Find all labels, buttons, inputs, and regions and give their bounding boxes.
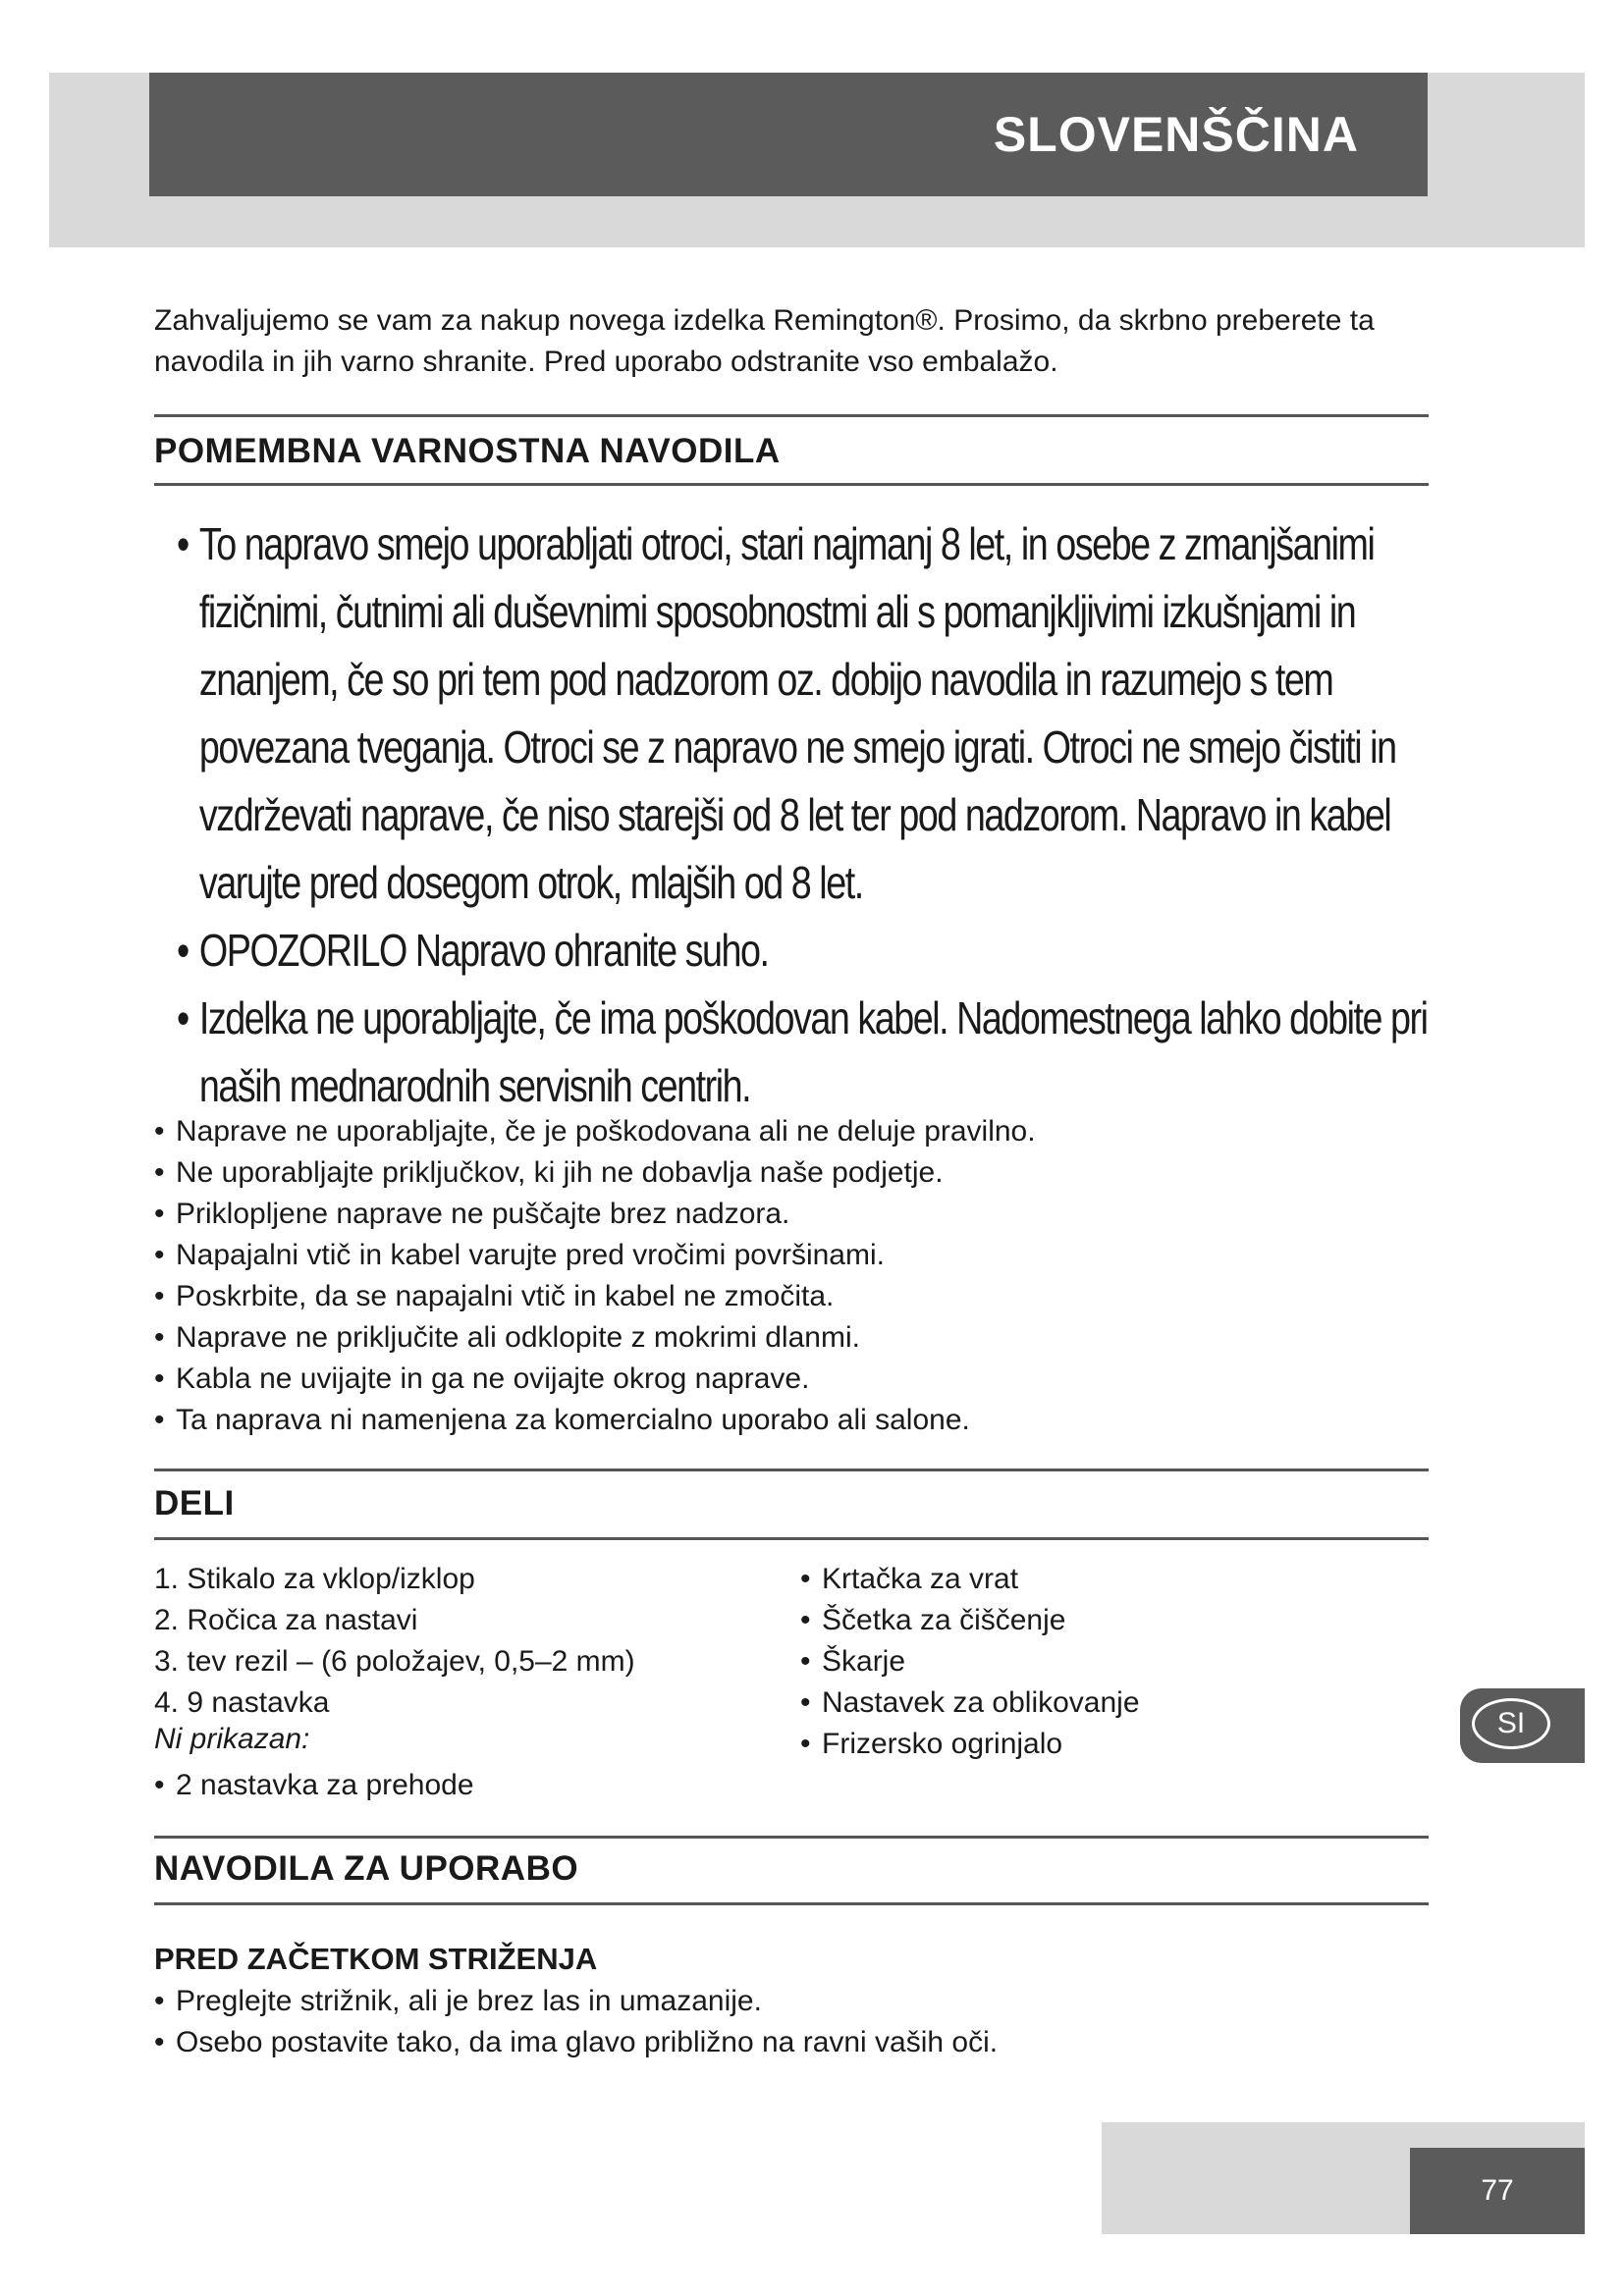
list-item: 3. tev rezil – (6 položajev, 0,5–2 mm): [154, 1645, 635, 1678]
language-badge: SI: [1472, 1698, 1550, 1749]
language-tab: [1460, 1688, 1585, 1763]
list-item: • OPOZORILO Napravo ohranite suho.: [154, 917, 1435, 985]
list-item: 4. 9 nastavka: [154, 1686, 330, 1719]
list-item: 1. Stikalo za vklop/izklop: [154, 1563, 475, 1595]
list-item: • Ščetka za čiščenje: [800, 1600, 1409, 1641]
usage-list: [154, 1981, 1431, 2063]
safety-heading: POMEMBNA VARNOSTNA NAVODILA: [154, 432, 781, 470]
list-item: • Preglejte strižnik, ali je brez las in umazanije.: [154, 1981, 1431, 2022]
list-item: • Izdelka ne uporabljajte, če ima poškodovan kabel. Nadomestnega lahko dobite pri naših mednarodnih servisnih centrih.: [154, 985, 1435, 1120]
list-item: • Krtačka za vrat: [800, 1559, 1409, 1600]
accessories-list: [800, 1559, 1409, 1765]
page-number-box: [1410, 2148, 1585, 2234]
safety-list: [154, 1111, 1431, 1441]
intro-paragraph: [154, 300, 1431, 383]
parts-numbered-list: [154, 1559, 783, 1724]
list-item: 2. Ročica za nastavi: [154, 1604, 418, 1636]
page-number: 77: [1481, 2174, 1514, 2207]
list-item: • Naprave ne uporabljajte, če je poškodovana ali ne deluje pravilno.: [154, 1111, 1431, 1152]
intro-line-2: navodila in jih varno shranite. Pred uporabo odstranite vso embalažo.: [154, 346, 1058, 378]
divider: [154, 414, 1429, 417]
list-item: • Škarje: [800, 1641, 1409, 1682]
parts-heading: DELI: [154, 1484, 235, 1522]
divider: [154, 1902, 1429, 1905]
list-item: • Osebo postavite tako, da ima glavo približno na ravni vaših oči.: [154, 2022, 1431, 2063]
divider: [154, 1537, 1429, 1540]
list-item: • Naprave ne priključite ali odklopite z mokrimi dlanmi.: [154, 1317, 1431, 1359]
list-item: • Ta naprava ni namenjena za komercialno uporabo ali salone.: [154, 1400, 1431, 1441]
usage-heading: NAVODILA ZA UPORABO: [154, 1849, 579, 1888]
divider: [154, 483, 1429, 486]
safety-main-list: [154, 510, 1435, 1120]
list-item: • Napajalni vtič in kabel varujte pred vročimi površinami.: [154, 1235, 1431, 1276]
list-item: • To napravo smejo uporabljati otroci, stari najmanj 8 let, in osebe z zmanjšanimi fizičnimi, čutnimi ali duševnimi sposobnostmi ali s pomanjkljivimi izkušnjami in znanjem, če so pri tem pod nadzorom oz. dobijo navodila in razumejo s tem povezana tveganja. Otroci se z napravo ne smejo igrati. Otroci ne smejo čistiti in vzdrževati naprave, če niso starejši od 8 let ter pod nadzorom. Napravo in kabel varujte pred dosegom otrok, mlajših od 8 let.: [154, 510, 1435, 917]
list-item: • 2 nastavka za prehode: [154, 1765, 783, 1806]
usage-subheading: PRED ZAČETKOM STRIŽENJA: [154, 1942, 598, 1976]
intro-line-1: Zahvaljujemo se vam za nakup novega izdelka Remington®. Prosimo, da skrbno preberete ta: [154, 304, 1375, 337]
divider: [154, 1836, 1429, 1839]
not-shown-label: Ni prikazan:: [154, 1723, 310, 1755]
list-item: • Priklopljene naprave ne puščajte brez nadzora.: [154, 1194, 1431, 1235]
not-shown-list: [154, 1765, 783, 1806]
list-item: • Kabla ne uvijajte in ga ne ovijajte okrog naprave.: [154, 1359, 1431, 1400]
header-bar: [149, 73, 1428, 196]
page-title: SLOVENŠČINA: [993, 107, 1359, 162]
list-item: • Frizersko ogrinjalo: [800, 1724, 1409, 1765]
list-item: • Nastavek za oblikovanje: [800, 1682, 1409, 1724]
list-item: • Poskrbite, da se napajalni vtič in kabel ne zmočita.: [154, 1276, 1431, 1317]
list-item: • Ne uporabljajte priključkov, ki jih ne dobavlja naše podjetje.: [154, 1152, 1431, 1194]
divider: [154, 1468, 1429, 1471]
